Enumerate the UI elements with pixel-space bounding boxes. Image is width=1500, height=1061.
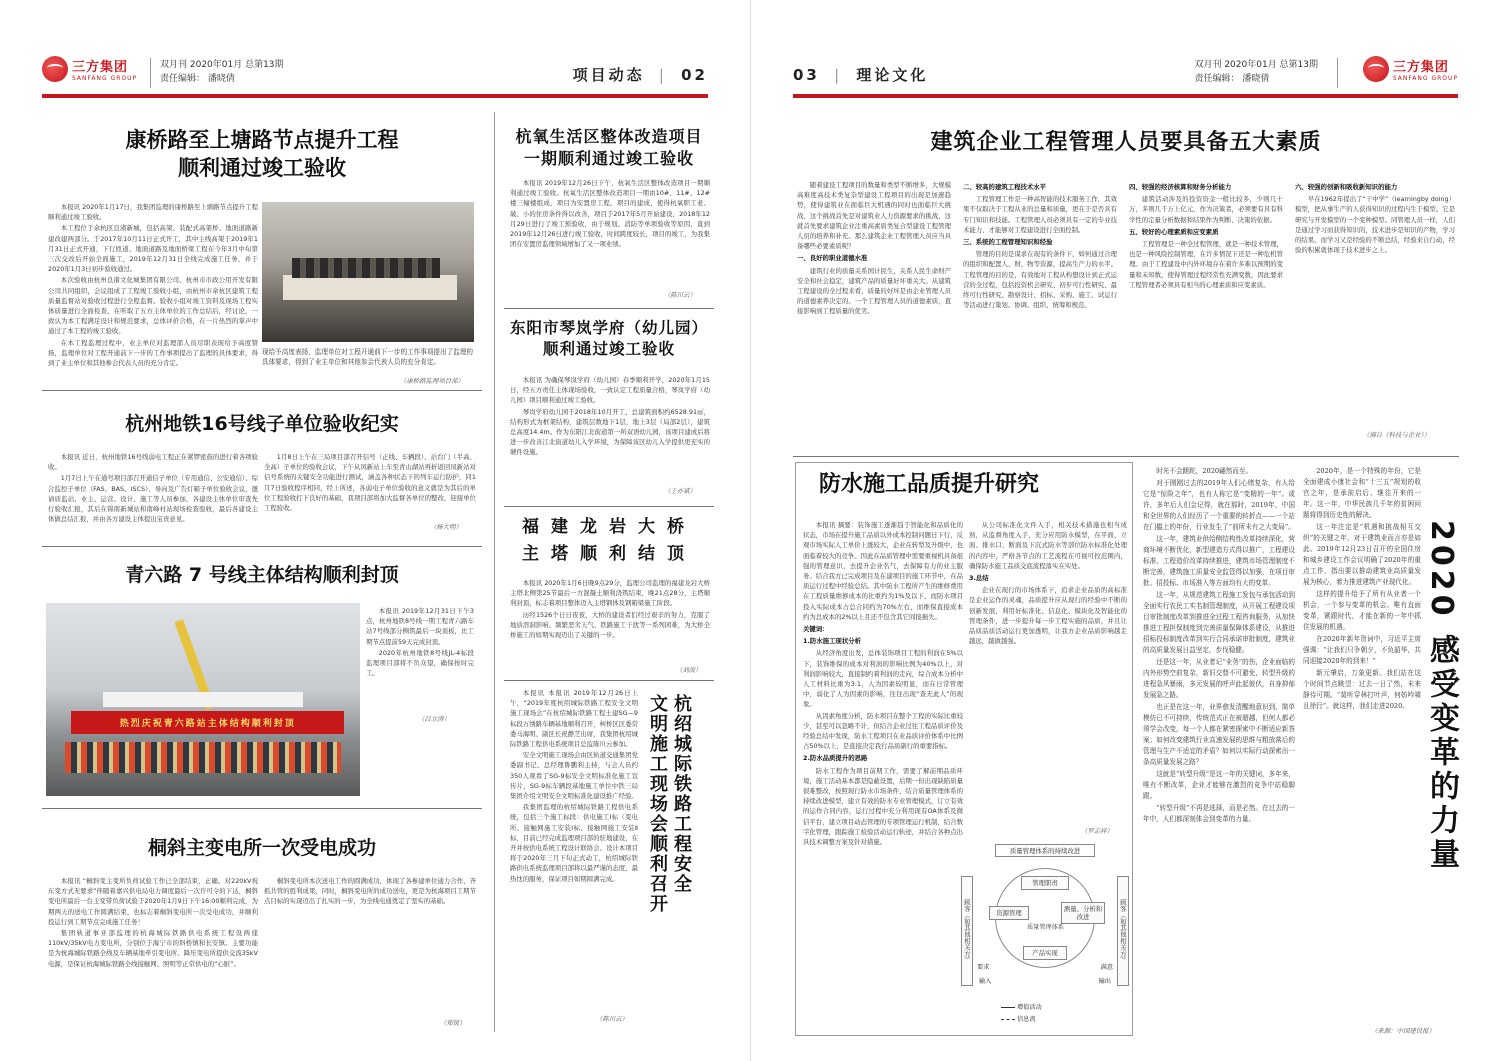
issue-meta [160,58,284,86]
header-rule [42,94,708,98]
sanfang-logo-icon [1363,56,1389,82]
meeting-photo-caption: 现给予高度表扬，监理单位对工程开通前下一步的工作事项提出了监理的具体要求，得到了业主单位和其他参会代表人员的充分肯定。 [262,348,473,366]
article-col-waterproof-1 [803,520,963,1032]
paragraph: 我集团监理的杭绍城际铁路工程供电系统，包括三个施工标段：供电施工Ⅰ标（变电所、接触网施工安装Ⅰ标、接触网施工安装Ⅱ标，目前已经完成监理项目部的驻地建设，在开并按供电系统工程设计联络会、设计本项目将于2020年三月下旬正式动工，杭绍城际铁路供电系统监理项目部将以最严谨的态度，最热忱的服务，保证项目如期圆满完成。 [510,803,638,883]
title-line: 顺利通过竣工验收 [542,339,675,358]
paragraph: 本次验收由杭州良渚文化城集团有限公司、杭州市市政公用开发有限公司共同组织，会议组成了工程竣工验收小组，由杭州市余杭区建筑工程质量监督站对验收过程进行全程监督。验收小组对竣工资料及现场工程实体质量进行全面检查，在听取了五方主体单位的工作总结后，经讨论，一致认为本工程满足设计和规范要求，总体评价合格，在一片热烈的掌声中通过了本工程的竣工验收。 [48,276,258,336]
paragraph: 建筑活动涉及的投资资金一般比较多，少则几十万，多则几千万上亿元，作为决策者，必须要有具有科学性的定量分析数据和结果作为判断、决策的依据。 [1129,195,1283,224]
article-body-hangshao [510,688,638,1008]
article-title-2020: 2020 感受变革的力量 [1424,520,1459,872]
paragraph: 本报讯 2019年12月26日下午，杭氧生活区整体改造项目一期顺利通过竣工验收。杭氧生活区整体改造项目一期由10#、11#、12#楼三幢楼组成，项目为安置房工程，项目的建成，使得杭氧职工老、破、小的住房条件得以改善，项目于2017年5月开始建设，2018年12月29日进行了竣工预验收，由于规划、消防等单项验收等原因，直到2019年12月26日进行竣工验收，时间跨度较长，项目的竣工，为我集团在安置房监理领域增加了又一项业绩。 [510,179,710,249]
paragraph: 随着建设工程项目的数量和类型不断增多，大规模高难度高技术类复杂型建设工程项目的出现是加速趋势，使得建筑业在面临巨大机遇的同时也面临巨大挑战，这个挑战首先是对建筑业人力资源要求的挑战，这就首先要求建筑企业注重高素质类复合型建设工程管理人员的培养和补充。那么建筑企业工程管理人员应当具备哪些必要素质呢？ [797,181,951,251]
subheading: 四、较强的经济核算和财务分析能力 [1129,183,1232,191]
paragraph: 这样的提升给予了所有从业者一个机会，一个参与变革的机会。唯有直面变革，紧跟时代，才能在新的一年中抓住发展的机遇。 [1303,590,1421,631]
article-source: （罗志祥） [1081,827,1113,835]
divider [42,390,482,391]
article-title-tongxie: 桐斜主变电所一次受电成功 [147,837,376,859]
paragraph: 防水工程作为项目前期工作，需要了解前期品质环境，施工活动基本都是隐蔽设置，后期一但出现缺陷质量很难整改，按照现行防水市场条件，结合质量管理体系的持续改进模型，建立有效的防水专业管理模式，订立有效的运作合同内容，运行过程中充分利用现有OA体系及微信平台，建立项目动态管理的专项管理运行机制，结合数字化管理，跟踪施工检验活动运行轨迹，并结合各种点出具技术调整方案及针对措施。 [803,766,963,847]
section-title: 03 | 理论文化 [793,66,929,84]
article-body-dongyang [510,375,710,487]
paragraph: 工程管理工作是一种高智能的技术服务工作，其效果不仅取决于工程从业的总量和质量，更在于是否具有专门知识和技能。工程管理人员必须具有一定的专业技术能力，才能够对工程建设进行全面控制。 [963,195,1117,234]
article-title-metro16: 杭州地铁16号线子单位验收纪实 [125,413,399,435]
article-body-tongxie-b [264,876,476,1016]
celebration-banner: 热烈庆祝青六路站主体结构顺利封顶 [71,711,344,734]
right-header [793,52,1458,98]
title-line: 福建龙岩大桥 [522,517,696,537]
diagram-node-measure: 测量、分析和改进 [1061,902,1105,924]
title-line: 顺利通过竣工验收 [178,156,346,181]
quality-cycle-diagram [961,842,1129,1032]
article-source: （郑锐） [440,1019,466,1027]
title-line: 康桥路至上塘路节点提升工程 [125,128,399,152]
header-rule [793,94,1458,98]
diagram-node-resources: 资源管理 [989,906,1029,920]
logo-english: SANFANG GROUP [72,75,138,82]
paragraph: 本报讯 摘要：装饰施工逐渐趋于智能化和品质化的状态，市场在提升施工品质以外成本控制问题日下行，反观市场实际人工单价上涨较大，企业在转型及升级中，也面临着较大的竞争。因此在品质管理中需要重视机具备很强的管理意识，去提升企业名气，去保障有力的业主服务。结合我方已完成项目及在建项目的施工环节中，在品质运行过程中经验总结。其中防水工程所产生的维修费用在工程质量维修成本的比重约为1%及以下，而防水项目投入实际成本占总合同约为70%左右，而维保直接成本约为总成本的2%以上且还不包含其它间接损失。 [803,521,963,621]
right-logo [1363,56,1458,82]
section-title: 项目动态 | 02 [572,66,708,84]
column-divider [494,112,495,1032]
paragraph: 桐斜变电所本次送电工作的圆满成功，体现了各参建单位通力合作、齐抓共管的胜利成果，同时，桐斜变电所的成功送电，更是为杭海项目工期节点目标的实现迈出了扎实的一步，为全线电通奠定了坚实的基础。 [264,877,476,906]
logo-name: 三方集团 [72,60,129,75]
paragraph: 从公司标准化文件入手，相关技术措施也相当成熟，从监督角度入手，充分应用防水模型，在平面、立面、排水口、断面及下沉式防水等部位防水标准化处理的内容中，严格各节点的工艺流程在可视可控范围内，确保防水施工品质交底流程落实在实处。 [969,521,1127,570]
paragraph: 企业在现行的市场体系下，追求企业品质的高标准是企业运作的灵魂，品质提升应从现行的经验中不断的创新发展，利用好标准化、信息化、模块化及智能化的管理条件，进一步提升每一步工程实施的品质，并且让品质品质活动运行更加透明，让我方企业品质影响越走越远，越做越强。 [969,586,1127,646]
divider [793,456,1459,457]
diagram-right-customer: 顾客（和其他相关方） [1117,876,1129,986]
topping-out-photo [46,603,360,796]
legend-label: 增值活动 [1016,1004,1042,1011]
paragraph: 对于刚刚过去的2019年人们心绪复杂，有人给它是“惊险之年”，也有人称它是“变精的一年”。或许，多年后人们会记得，就在那时，2019年，中国和全世界的人们经历了一个重要的转折点——一个站在门槛上的年份，行业发生了“前所未有之大变局”。 [1143,479,1295,531]
page-number: 02 [681,66,708,84]
article-col-3 [1129,180,1283,448]
section-name: 理论文化 [856,66,929,84]
paragraph: 工程管理是一种全过程管理，就是一种技术管理，也是一种风险控制管理，在许多情况下还是一种危机管理。由于工程建设中内外环境存在着许多难以预期的变量和未知数，使得管理过程经常性充满变数，因此要求工程管理者必须具有相当的心理素质和应变素质。 [1129,240,1283,289]
header-divider [1337,58,1338,88]
subheading: 一、良好的职业道德水准 [797,254,868,263]
article-body-qingliu [366,606,474,706]
issue-info: 双月刊 2020年01月 总第13期 [1194,60,1318,70]
divider [42,808,482,809]
issue-info: 双月刊 2020年01月 总第13期 [160,60,284,70]
paragraph: 1月7日上午在通号项目部召开通信子单位（专用通信、公安通信）、综合监控子单位（FAS、BAS、ISCS）、导向及广告灯箱子单位验收会议，邀请质监站、业主、运营、设计、施工等人员参加，各建设主体单位审查先行验收汇报，其后在锦南新城站和南峰村站现场检查验收，最后各建设主体做总结汇报，并由各方建设主体提出宝贵意见。 [48,474,258,524]
subheading: 3.总结 [969,574,989,583]
article-col-waterproof-2 [969,520,1127,824]
paragraph: 这一年注定是“机遇和挑战相互交织”的关键之年，对于建筑业而言亦是如此。2019年12月23日召开的全国住房和城乡建设工作会议明确了2020年的重点工作，指出要以推动建筑业高质量发展为核心，着力推进建筑产业现代化。 [1303,523,1421,586]
section-name: 项目动态 [572,66,645,84]
paragraph: 本报讯 为确保琴岚学府（幼儿园）春季顺利开学，2020年1月15日，经五方责任主体现场验收，一致认定工程质量合格，琴岚学府（幼儿园）项目顺利通过竣工验收。 [510,376,710,405]
diagram-left-customer: 顾客（和其他相关方） [961,876,973,986]
diagram-title: 质量管理体系的持续改进 [995,844,1095,857]
subheading: 二、较高的建筑工程技术水平 [963,183,1047,191]
paragraph: 在本工程监理过程中，业主单位对监理部人员尽职表现给予高度赞扬，监理单位对工程开通前下一步的工作事项提出了监理的具体要求，得到了业主单位和其他参会代表人员的充分肯定。 [48,338,258,368]
diagram-node-product: 产品实现 [1023,946,1067,960]
header-divider [150,58,151,88]
article-col-1 [797,180,951,448]
article-body-tongxie-a [48,876,258,1026]
paragraph: “转型升级”不再是选择，而是必然。在过去的一年中，人们都深刻体会到变革的力量。 [1143,804,1295,823]
article-source: （陈川云） [596,1015,628,1023]
diagram-legend-value [1001,1002,1042,1011]
paragraph: 2020年，是一个特殊的年份，它是全面建成小康社会和“十三五”规划的收官之年，是承前启后、继往开来的一年。这一年，中华民族几千年的贫困问题将得到历史性的解决。 [1303,467,1421,519]
subheading: 三、系统的工程管理知识和经验 [963,238,1053,247]
paragraph: 本报讯 2019年12月31日下午3点，杭州地铁8号线一期工程青六路车站7号线部分侧筑最后一块顶板，比工期节点提前59天完成封顶。 [366,607,474,646]
article-title-hangyang [504,126,714,169]
paragraph: 本报讯 近日，杭州地铁16号线弱电工程正在紧锣密鼓的进行着各项验收。 [48,453,258,472]
diagram-center: 质量管理体系 [1027,924,1065,931]
divider [504,506,714,507]
editor-info: 责任编辑： 潘晓倩 [160,74,235,84]
paragraph: 新元肇启，万象更新。我们站在这个时间节点眺望：过去一日了然，未来静待可期。“莫听穿林打叶声，何妨吟啸且徐行”。就这样，我们走进2020。 [1303,669,1421,710]
paragraph: 1月8日上午在三局项目部召开信号（正线、车辆段）、站台门（半高、全高）子单位的验收会议，下午从风新站上车至青山湖站再折返回凤新站对信号系统的关键安全功能进行测试，涵盖各种状态下的列车运行防护，同1月7日验收程序相同，经上所述，各弱电子单位验收的意义就是为其后的单位工程验收打下良好的基础，我项目部将加大监督各单位的整改，迎接单位工程验收。 [264,453,476,513]
article-title-hangshao-2: 文明施工现场会顺利召开 [647,694,668,914]
subheading: 1.防水施工现状分析 [803,637,861,646]
diagram-requirement: 要求 [977,964,990,971]
title-line: 一期顺利通过竣工验收 [523,148,694,168]
paragraph: 时光不会蹉跎，2020翩然而至。 [1156,467,1253,475]
logo-name: 三方集团 [1392,60,1449,75]
article-title-waterproof: 防水施工品质提升研究 [819,472,1040,497]
meeting-photo [262,202,474,342]
subheading: 六、较强的创新和吸收新知识的能力 [1295,183,1398,191]
article-source: （杨大明） [430,523,462,531]
article-body-kangqiao [48,202,258,368]
subheading: 2.防水品质提升的思路 [803,754,868,763]
paragraph: 安全文明施工现场会由区轨道交通集团党委副书记、总经理鲁鹏利主持，与会人员约350人观看了SG-9标安全文明标准化施工宣传片，SG-9标车辆段基地施工单位中铁三局集团介绍文明安全文明标准化建设推广经验。 [510,751,638,801]
right-page [750,0,1500,1061]
paragraph: 本报讯 2020年1月17日，我集团监理的康桥路至上塘路节点提升工程顺利通过竣工验收。 [48,203,258,222]
article-col-4 [1295,180,1455,428]
subheading: 五、较好的心理素质和应变素质 [1129,227,1219,236]
article-col-2020-1 [1143,466,1295,1036]
divider [42,546,482,547]
article-source: （康桥路监理项目部） [400,377,464,385]
article-title-hangshao-1: 杭绍城际铁路工程安全 [671,694,692,894]
diagram-legend-info [1001,1014,1036,1023]
paragraph: 历经1526个日日夜夜，大桥的建设者们经过艰辛的努力，克服了地质溶洞影响、频繁恶劣天气、铁路施工干扰等一系列困难，为大桥全桥施工的如期实现迈出了关键的一步。 [510,610,710,640]
article-source: （吕立涛） [418,715,450,723]
paragraph: 2020年杭州地铁8号线JL-4标段监理项目部将不负众望，确保按时完工。 [366,648,474,678]
paragraph: 还是这一年，从业者记“业务”的伤，企业面临的内外形势空前复杂，新旧交替不可避免，转型升级的进程急风暴雨，多元发展的呼声此起彼伏，自身抑郁发展急之路。 [1143,658,1295,699]
paragraph: 这一年，建筑业供给侧结构性改革持续深化，营商环境不断优化，新型建造方式得以推广，工程建设标准、工程造价改革持续推进，建筑市场管理制度不断完善，建筑施工质量安全监管得以加强，在项目审批、招投标、市场准入等方面均有大的变革。 [1143,535,1295,587]
article-body-metro16-b [264,452,476,532]
paragraph: 建筑行业的质量关系国计民生，关系人民生命财产安全和社会稳定，建筑产品的质量好坏重关大。从建筑工程建设的全过程来看，质量的好坏是由企业管理人员的道德素养决定的。一个工程管理人员的道德素质，直接影响到工程质量的优劣。 [797,266,951,316]
article-title-longyan [504,514,714,568]
article-title-kangqiao [42,126,482,183]
diagram-output: 输出 [1098,978,1111,985]
article-body-hangyang [510,178,710,286]
article-col-2 [963,180,1117,448]
diagram-input: 输入 [979,978,992,985]
divider [504,308,714,309]
title-line: 东阳市琴岚学府（幼儿园） [509,319,708,337]
divider [504,680,714,681]
title-line: 杭氧生活区整体改造项目 [515,127,703,146]
paragraph: 本报讯 本报讯 2019年12月26日上午，“2019年度杭绍城际铁路工程安全文明施工现场会”在杭绍城际铁路工程土建SG—9标段万绣路车辆基地顺利召开，柯桥区区委常委马海明、副区长祝静芝出席，我集团杭绍城际铁路工程供电系统项目总监陈川云参加。 [510,689,638,749]
diagram-node-management: 管理职责 [1021,876,1069,890]
article-body-longyan [510,578,710,674]
sanfang-logo-icon [42,56,68,82]
article-source: （刘波） [676,666,702,674]
left-logo [42,56,137,82]
left-header [42,52,708,98]
article-title-dongyang [504,318,714,360]
paragraph: 这一年，从规范建筑工程施工发包与承包活动到全面实行农民工实名制管理制度，从开展工程建设项目审批制度改革到推进全过程工程咨询服务，从加快推进工程担保制度到完善质量保障体系建设，从推进招标投标制度改革到实行合同承诺审批制度，建筑业的高质量发展日益坚定，步伐稳健。 [1143,591,1295,654]
paragraph: 从经济角度出发，总体装饰项目工程的利润在5%以下，装饰维保的成本对利润的影响比例为40%以上，对利润影响较大，直接制约着利润的走向，综合成本分析中人工材料比重为3:1，人为因素较明显，而在日常管理中，弱化了人为因素的影响，往往出现“查无此人”的现象。 [803,649,963,709]
article-col-2020-2 [1303,466,1421,1026]
paragraph: 本报讯 “桐斜变主变所负荷试验工作已全部结束，正确。对220kV祝东变方式无要求”伴随着嘉兴供电局电力调度最后一次许可令的下达，桐斜变电所最后一台主变带负荷试验于2020年1月9日下午16:00顺利完成，为期两天的送电工作圆满结束，也标志着桐斜变电所一次受电成功，并顺利投运行到工期节点完成施工任务！ [48,877,258,926]
legend-label: 信息流 [1016,1016,1036,1023]
article-title-five-qualities: 建筑企业工程管理人员要具备五大素质 [930,130,1322,155]
paragraph: 从因素角度分析，防水项目在整个工程的实际比重较少，甚至可以忽略不计，但结合企业过往工程品质评价及经验总结中发现，防水工程项目在业品质评价体系中比例占50%以上，是直接决定我行品质副行的重要指标。 [803,711,963,751]
page-number: 03 [793,66,820,84]
title-line: 主塔顺利结顶 [522,544,696,565]
article-source: （陈川云） [664,291,696,299]
paragraph: 本工程位于余杭区良渚新城，包括高架、装配式高架桥、地面道路新建改建两部分。于2017年10月11日正式开工，其中主线高架于2019年1月31日正式开通，下行匝道、地面道路及地面桥梁工程在今年3月中旬第三次交改后开始全面施工，2019年12月31日全线完成施工任务，并于2020年1月3日初步验收通过。 [48,224,258,274]
paragraph: 早在1962年提出了“干中学”（learningby doing）模型，把从事生产的人获得知识的过程内生于模型。它是研究与开发模型的一个变种模型。同管理人员一样，人们是通过学习而获得知识的，技术进步是知识的产物，学习的结果。而学习又是经验的不断总结，经验来自行动，经验的积累就体现于技术进步之上。 [1295,195,1455,255]
issue-meta [1194,58,1318,86]
article-title-qingliu: 青六路 7 号线主体结构顺利封顶 [125,564,399,586]
paragraph: 本报讯 2020年1月6日晚9点29分，监理公司监理的福建龙岩大桥主塔北侧第25节最后一方混凝土顺利浇筑结束，晚21点28分，主塔顺利封顶，标志着项目整体迈入主塔钢体及钢箱梁施工阶段。 [510,579,710,608]
article-source: （来源：中国建设报） [1371,1027,1435,1035]
diagram-satisfaction: 满意 [1100,964,1113,971]
logo-english: SANFANG GROUP [1392,75,1458,82]
paragraph: 琴岚学府幼儿园于2018年10月开工，总建筑面积约6528.91㎡，结构形式为框架结构，建筑层数地下1层，地上3层（局部2层），建筑总高度14.4m。作为东阳江北街道第一所双语幼儿园，该项目建成后将进一步改善江北街道幼儿入学环境，为保障该区幼儿入学提供更充实的硬件设施。 [510,407,710,457]
editor-info: 责任编辑： 潘晓倩 [1194,74,1270,84]
paragraph: 管理的目的是谋求在现有的条件下，如何通过合理的组织和配置人、财、物等资源，提高生产力的水平。工程管理的目的是，有效地对工程从构想设计到正式运营的全过程，包括投资机会研究、初步可行性研究、最终可行性研究、勘察设计、招标、采购、施工、试运行等活动进行策划、协调、组织、统筹和规范。 [963,250,1117,310]
article-body-metro16-a [48,452,258,542]
paragraph: 这就是“转型升级”是这一年的关键词，多年来，唯有不断改革，企业才能够在激烈的竞争中站稳脚跟。 [1143,770,1295,800]
paragraph: 也正是在这一年，业界愈发清醒地意识到，简单模仿已不可持续，传统范式正在被超越，但何人都必须学会改变，每一个人都在紧密探索中不断适应新答案；如何改变建筑行业高速发展的思维与粗放落后的管理与生产不适宜的矛盾？如何以实际行动探索出一条高质量发展之路？ [1143,703,1295,766]
keywords-label: 关键词： [803,625,829,634]
article-source: （摘自《科技与企业》） [1363,431,1431,439]
paragraph: 集团轨道事业部监理的杭海城际铁路供电系统工程设两座110kV/35kV电力变电所，分别位于海宁市的斜桥镇和长安镇。主要功能是为杭海城际铁路全线及车辆基地牵引变电所、降压变电所提供交流35kV电源，是保证杭海城际铁路全线接触网、照明等正常供电的“心脏”。 [48,929,258,968]
article-source: （王亦斌） [664,487,696,495]
paragraph: 在2020年新年贺词中，习近平主席强调：“让我们只争朝夕，不负韶华，共同迎接2020年的到来！” [1303,635,1421,665]
